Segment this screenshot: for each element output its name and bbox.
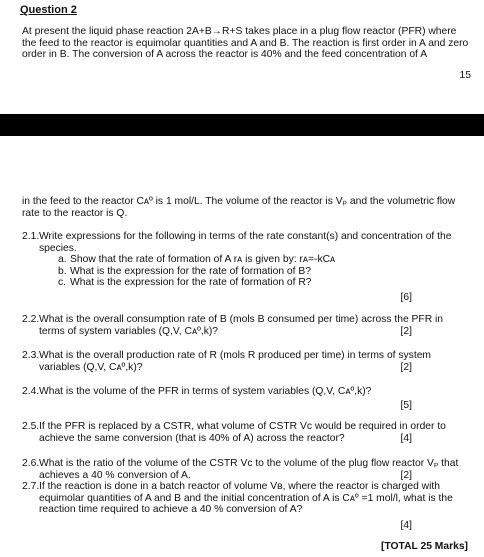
question-text: What is the volume of the PFR in terms of system variables (Q,V, Cᴀº,k)? (39, 386, 372, 397)
sub-question-b (58, 266, 458, 278)
question-number: 2.3. (22, 350, 40, 361)
question-heading: Question 2 (20, 4, 77, 16)
total-marks: [TOTAL 25 Marks] (381, 541, 468, 552)
question-number: 2.2. (22, 314, 40, 325)
intro-marks: 15 (459, 70, 471, 81)
question-2-6 (22, 458, 468, 481)
question-2-5 (22, 421, 468, 444)
marks-2-4: [5] (400, 400, 412, 411)
question-number: 2.7. (22, 481, 40, 492)
marks-2-3: [2] (400, 362, 412, 373)
sub-question-a (58, 254, 458, 266)
question-2-3 (22, 350, 468, 373)
question-text: If the reaction is done in a batch reactor of volume Vʙ, where the reactor is charged with equimolar quantities of A and B and the initial concentration of A is Cᴀº =1 mol/l, what is the reaction time required to achieve a 40 % conversion of A? (39, 481, 453, 516)
marks-2-5: [4] (400, 433, 412, 444)
question-2-4 (22, 386, 468, 411)
sub-text: What is the expression for the rate of formation of B? (70, 266, 311, 277)
question-text: What is the overall production rate of R (mols R produced per time) in terms of system variables (Q,V, Cᴀº,k)? (39, 350, 432, 373)
question-number: 2.4. (22, 386, 40, 397)
question-text: Write expressions for the following in terms of the rate constant(s) and concentration of the species. (39, 231, 452, 254)
question-intro: At present the liquid phase reaction 2A+B→R+S takes place in a plug flow reactor (PFR) where the feed to the reactor is equimolar quantities and A and B. The reaction is first order in A and zero order in B. The conversion of A across the reactor is 40% and the feed concentration of A (22, 26, 469, 61)
sub-letter: a. (58, 254, 67, 265)
question-2-1 (22, 231, 468, 254)
question-number: 2.6. (22, 458, 40, 469)
sub-question-c (58, 277, 458, 289)
question-2-2 (22, 314, 468, 337)
marks-2-2: [2] (400, 326, 412, 337)
question-number: 2.1. (22, 231, 40, 242)
page-separator-bar (0, 114, 484, 136)
sub-text: What is the expression for the rate of formation of R? (70, 277, 312, 288)
question-text: What is the overall consumption rate of B (mols B consumed per time) across the PFR in terms of system variables (Q,V, Cᴀº,k)? (39, 314, 444, 337)
question-text: What is the ratio of the volume of the CSTR Vc to the volume of the plug flow reactor Vₚ that achieves a 40 % conversion of A. (39, 458, 459, 481)
marks-2-7: [4] (400, 520, 412, 531)
question-number: 2.5. (22, 421, 40, 432)
intro-continuation: in the feed to the reactor Cᴀº is 1 mol/L. The volume of the reactor is Vₚ and the volumetric flow rate to the reactor is Q. (22, 196, 456, 219)
sub-letter: c. (58, 277, 67, 288)
question-2-7 (22, 481, 468, 516)
marks-2-6: [2] (400, 470, 412, 481)
sub-text: Show that the rate of formation of A rᴀ is given by: rᴀ=-kCᴀ (70, 254, 336, 265)
question-text: If the PFR is replaced by a CSTR, what volume of CSTR Vc would be required in order to achieve the same conversion (that is 40% of A) across the reactor? (39, 421, 446, 444)
marks-2-1: [6] (400, 292, 412, 303)
sub-letter: b. (58, 266, 67, 277)
